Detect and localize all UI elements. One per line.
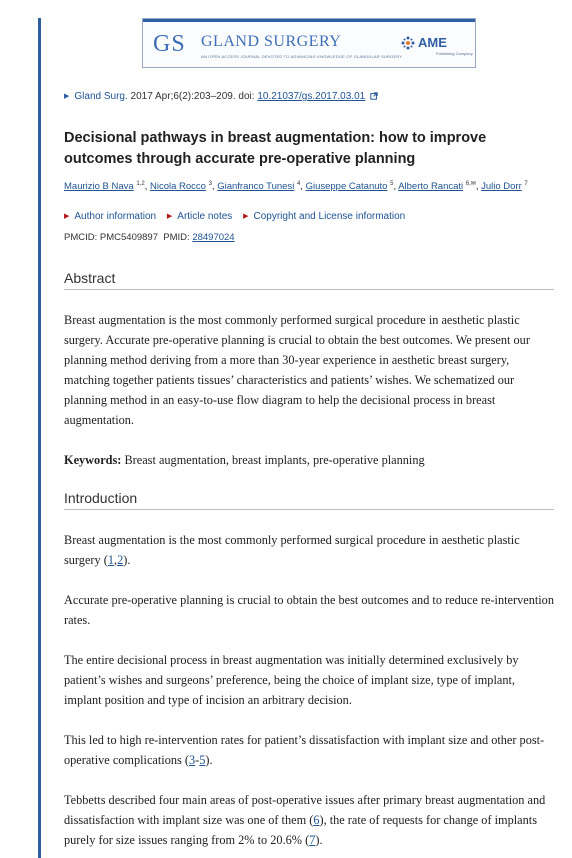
paragraph-text: Tebbetts described four main areas of post-operative issues after primary breast augmentation and dissatisfaction with implant size was one of them ( xyxy=(64,793,546,827)
author-separator: , xyxy=(393,181,399,193)
journal-link[interactable]: Gland Surg. xyxy=(74,91,128,102)
keywords-line xyxy=(64,450,554,470)
pmcid-label: PMCID: xyxy=(64,232,100,243)
reference-link[interactable]: 5 xyxy=(199,753,206,767)
reference-link[interactable]: 3 xyxy=(188,753,196,767)
paragraph-text: ). xyxy=(123,553,131,567)
paragraph-text: This led to high re-intervention rates for patient’s dissatisfaction with implant size and other post-operative complications ( xyxy=(64,733,545,767)
intro-paragraph-2: Accurate pre-operative planning is crucial to obtain the best outcomes and to reduce re-intervention rates. xyxy=(64,593,554,627)
doi-link[interactable]: 10.21037/gs.2017.03.01 xyxy=(257,91,366,102)
triangle-icon: ▶ xyxy=(243,213,249,220)
pmcid-value: PMC5409897 xyxy=(99,232,158,243)
author-affiliation: 6,✉ xyxy=(465,181,476,187)
publisher-name: AME xyxy=(418,35,447,50)
article-title: Decisional pathways in breast augmentation: how to improve outcomes through accurate pre-operative planning xyxy=(64,130,487,167)
journal-name: GLAND SURGERY xyxy=(201,33,342,50)
author-affiliation: 1,2 xyxy=(136,181,145,187)
reference-link[interactable]: 6 xyxy=(313,813,320,827)
abstract-text: Breast augmentation is the most commonly performed surgical procedure in aesthetic plastic surgery. Accurate pre-operative planning is crucial to obtain the best outcomes. We present our planning method deriving from a more than 30-year experience in aesthetic breast surgery, matching together patients tissues’ characteristics and patients’ wishes. We schematized our planning method in an easy-to-use flow diagram to help the decisional process in breast augmentation. xyxy=(64,313,530,427)
journal-logo-initials: GS xyxy=(153,31,186,57)
journal-banner[interactable] xyxy=(142,18,476,68)
intro-paragraph-1: Breast augmentation is the most commonly performed surgical procedure in aesthetic plastic surgery (1,2). xyxy=(64,533,520,567)
author-link[interactable]: Alberto Rancati xyxy=(398,181,464,193)
reference-link[interactable]: 7 xyxy=(309,833,316,847)
article-notes-link[interactable]: Article notes xyxy=(177,211,233,222)
keywords-value: Breast augmentation, breast implants, pre-operative planning xyxy=(121,453,425,467)
triangle-icon: ▶ xyxy=(166,213,173,220)
introduction-heading: Introduction xyxy=(64,490,554,510)
author-affiliation: 4 xyxy=(296,181,301,187)
author-link[interactable]: Maurizio B Nava xyxy=(64,181,134,193)
author-affiliation: 7 xyxy=(524,181,528,187)
publisher-subtitle: Publishing Company xyxy=(436,51,473,56)
paragraph-text: ). xyxy=(205,753,213,767)
pmid-label: PMID: xyxy=(163,232,193,243)
author-information-link[interactable]: Author information xyxy=(74,211,157,222)
triangle-icon: ▶ xyxy=(64,213,70,220)
ame-logo-icon xyxy=(401,36,415,50)
author-link[interactable]: Nicola Rocco xyxy=(149,181,206,193)
banner-top-line xyxy=(143,19,475,22)
paragraph-text: ), the rate of requests for change of implants purely for size issues ranging from 2% to 20.6% ( xyxy=(64,813,537,847)
citation-line xyxy=(64,91,378,102)
author-separator: , xyxy=(211,181,218,193)
reference-link[interactable]: 1 xyxy=(107,553,114,567)
author-link[interactable]: Giuseppe Catanuto xyxy=(305,181,388,193)
author-separator: , xyxy=(300,181,306,193)
author-separator: , xyxy=(475,181,482,193)
author-affiliation: 3 xyxy=(208,181,212,187)
author-list xyxy=(64,180,564,192)
external-link-icon[interactable] xyxy=(370,92,378,100)
citation-details: 2017 Apr;6(2):203–209. doi: xyxy=(127,91,258,102)
pmid-link[interactable]: 28497024 xyxy=(192,232,235,243)
paragraph-text: ). xyxy=(315,833,323,847)
author-separator: , xyxy=(144,181,150,193)
author-affiliation: 5 xyxy=(390,181,394,187)
copyright-license-link[interactable]: Copyright and License information xyxy=(253,211,406,222)
intro-paragraph-3: The entire decisional process in breast augmentation was initially determined exclusively by patient’s wishes and surgeons’ preference, being the choice of implant size, type of implant, implant position and type of incision an arbitrary decision. xyxy=(64,653,519,707)
intro-paragraph-4: This led to high re-intervention rates for patient’s dissatisfaction with implant size and other post-operative complications (3-5). xyxy=(64,733,545,767)
left-accent-bar xyxy=(38,18,41,858)
article-identifiers xyxy=(64,232,235,243)
journal-tagline: AN OPEN ACCESS JOURNAL DEVOTED TO ADVANCING KNOWLEDGE OF GLANDULAR SURGERY xyxy=(201,54,403,59)
paragraph-text: Breast augmentation is the most commonly performed surgical procedure in aesthetic plastic surgery ( xyxy=(64,533,520,567)
triangle-icon: ▶ xyxy=(64,93,70,100)
author-link[interactable]: Gianfranco Tunesi xyxy=(217,181,295,193)
keywords-label: Keywords: xyxy=(64,453,122,467)
reference-link[interactable]: 2 xyxy=(117,553,124,567)
abstract-heading: Abstract xyxy=(64,270,554,290)
author-link[interactable]: Julio Dorr xyxy=(481,181,522,193)
intro-paragraph-5 xyxy=(64,790,554,850)
article-info-nav xyxy=(64,211,413,222)
